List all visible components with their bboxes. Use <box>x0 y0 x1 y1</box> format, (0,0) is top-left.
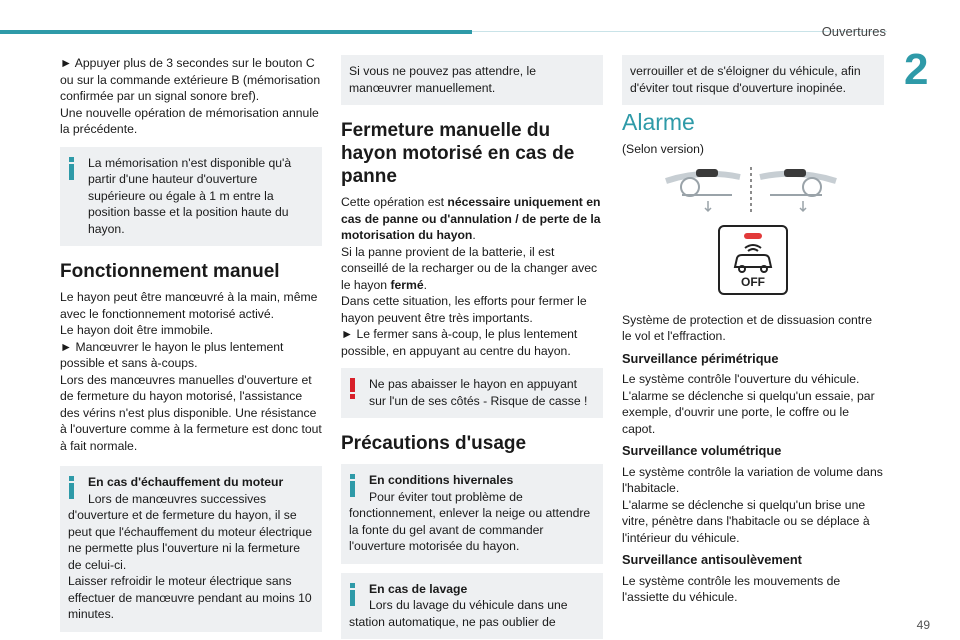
column-2 <box>341 55 603 640</box>
info-box <box>60 147 322 247</box>
column-3 <box>622 55 884 606</box>
info-box <box>341 464 603 564</box>
section-heading: Précautions d'usage <box>341 433 527 454</box>
chapter-number: 2 <box>904 45 929 94</box>
section-heading: Fonctionnement manuel <box>60 261 280 282</box>
warning-icon <box>350 378 355 399</box>
paragraph: Si la panne provient de la batterie, il est conseillé de la recharger ou de la changer avec le hayon fermé. <box>341 244 598 292</box>
paragraph: L'alarme se déclenche si quelqu'un essaie, par exemple, d'ouvrir une porte, le coffre ou le capot. <box>622 388 875 436</box>
subheading: Surveillance volumétrique <box>622 443 782 458</box>
paragraph: ► Le fermer sans à-coup, le plus lentement possible, en appuyant au centre du hayon. <box>341 327 578 358</box>
info-title: En conditions hivernales <box>369 473 514 487</box>
button-off-label: OFF <box>741 275 765 289</box>
paragraph: Le hayon peut être manœuvré à la main, même avec le fonctionnement motorisé activé. <box>60 290 318 321</box>
info-box <box>60 466 322 632</box>
info-icon <box>69 476 74 499</box>
page-number: 49 <box>916 618 930 632</box>
subheading: Surveillance antisoulèvement <box>622 552 802 567</box>
info-icon <box>350 583 355 606</box>
info-text: Lors du lavage du véhicule dans une station automatique, ne pas oublier de <box>349 598 568 629</box>
paragraph: L'alarme se déclenche si quelqu'un brise une vitre, pénètre dans l'habitacle ou se déplace à l'intérieur du véhicule. <box>622 497 870 545</box>
section-title: Alarme <box>622 109 695 135</box>
warning-text: Ne pas abaisser le hayon en appuyant sur l'un de ses côtés - Risque de casse ! <box>369 377 588 408</box>
paragraph: Le système contrôle les mouvements de l'assiette du véhicule. <box>622 573 841 604</box>
paragraph: Cette opération est nécessaire uniquement en cas de panne ou d'annulation / de perte de la motorisation du hayon. <box>341 195 601 242</box>
interior-illustration <box>662 163 884 219</box>
info-icon <box>69 157 74 180</box>
continued-box <box>341 55 603 105</box>
box-text: verrouiller et de s'éloigner du véhicule, afin d'éviter tout risque d'ouverture inopinée. <box>630 64 861 95</box>
warning-box <box>341 368 603 418</box>
paragraph: Le hayon doit être immobile. <box>60 323 214 337</box>
info-title: En cas de lavage <box>369 581 468 596</box>
info-box <box>341 573 603 640</box>
paragraph: Le système contrôle la variation de volume dans l'habitacle. <box>622 464 883 495</box>
info-text: Laisser refroidir le moteur électrique sans effectuer de manœuvre pendant au moins 10 minutes. <box>68 574 312 621</box>
paragraph: Lors des manœuvres manuelles d'ouverture et de fermeture du hayon motorisé, l'assistance des vérins n'est plus disponible. Une résistance à l'ouverture comme à la fermeture est donc tout à fait normale. <box>60 372 322 453</box>
paragraph: ► Manœuvrer le hayon le plus lentement possible et sans à-coups. <box>60 339 284 370</box>
alarm-off-button-illustration <box>718 225 884 300</box>
info-title: En cas d'échauffement du moteur <box>88 475 284 489</box>
column-1 <box>60 55 322 640</box>
paragraph: Dans cette situation, les efforts pour fermer le hayon peuvent être très importants. <box>341 294 587 325</box>
subheading: Surveillance périmétrique <box>622 350 779 366</box>
info-text: La mémorisation n'est disponible qu'à partir d'une hauteur d'ouverture supérieure ou égale à 1 m entre la position basse et la position haute du hayon. <box>88 155 292 236</box>
info-text: Lors de manœuvres successives d'ouverture et de fermeture du hayon, il se peut que l'échauffement du moteur électrique ne permette plus l'ouverture ni la fermeture de celui-ci. <box>68 491 312 572</box>
paragraph: Une nouvelle opération de mémorisation annule la précédente. <box>60 105 319 136</box>
section-heading: Fermeture manuelle du hayon motorisé en cas de panne <box>341 120 575 187</box>
version-note: (Selon version) <box>622 141 704 156</box>
header-accent-bar <box>0 30 472 34</box>
info-icon <box>350 474 355 497</box>
info-text: Pour éviter tout problème de fonctionnement, enlever la neige ou attendre la fonte du gel avant de commander l'ouverture motorisée du hayon. <box>349 489 591 553</box>
chapter-title: Ouvertures <box>821 24 886 39</box>
continued-box <box>622 55 884 105</box>
paragraph: Système de protection et de dissuasion contre le vol et l'effraction. <box>622 312 872 343</box>
paragraph: Le système contrôle l'ouverture du véhicule. <box>622 372 860 386</box>
box-text: Si vous ne pouvez pas attendre, le manœuvrer manuellement. <box>349 64 536 95</box>
paragraph: ► Appuyer plus de 3 secondes sur le bouton C ou sur la commande extérieure B (mémorisation confirmée par un signal sonore bref). <box>60 56 321 103</box>
